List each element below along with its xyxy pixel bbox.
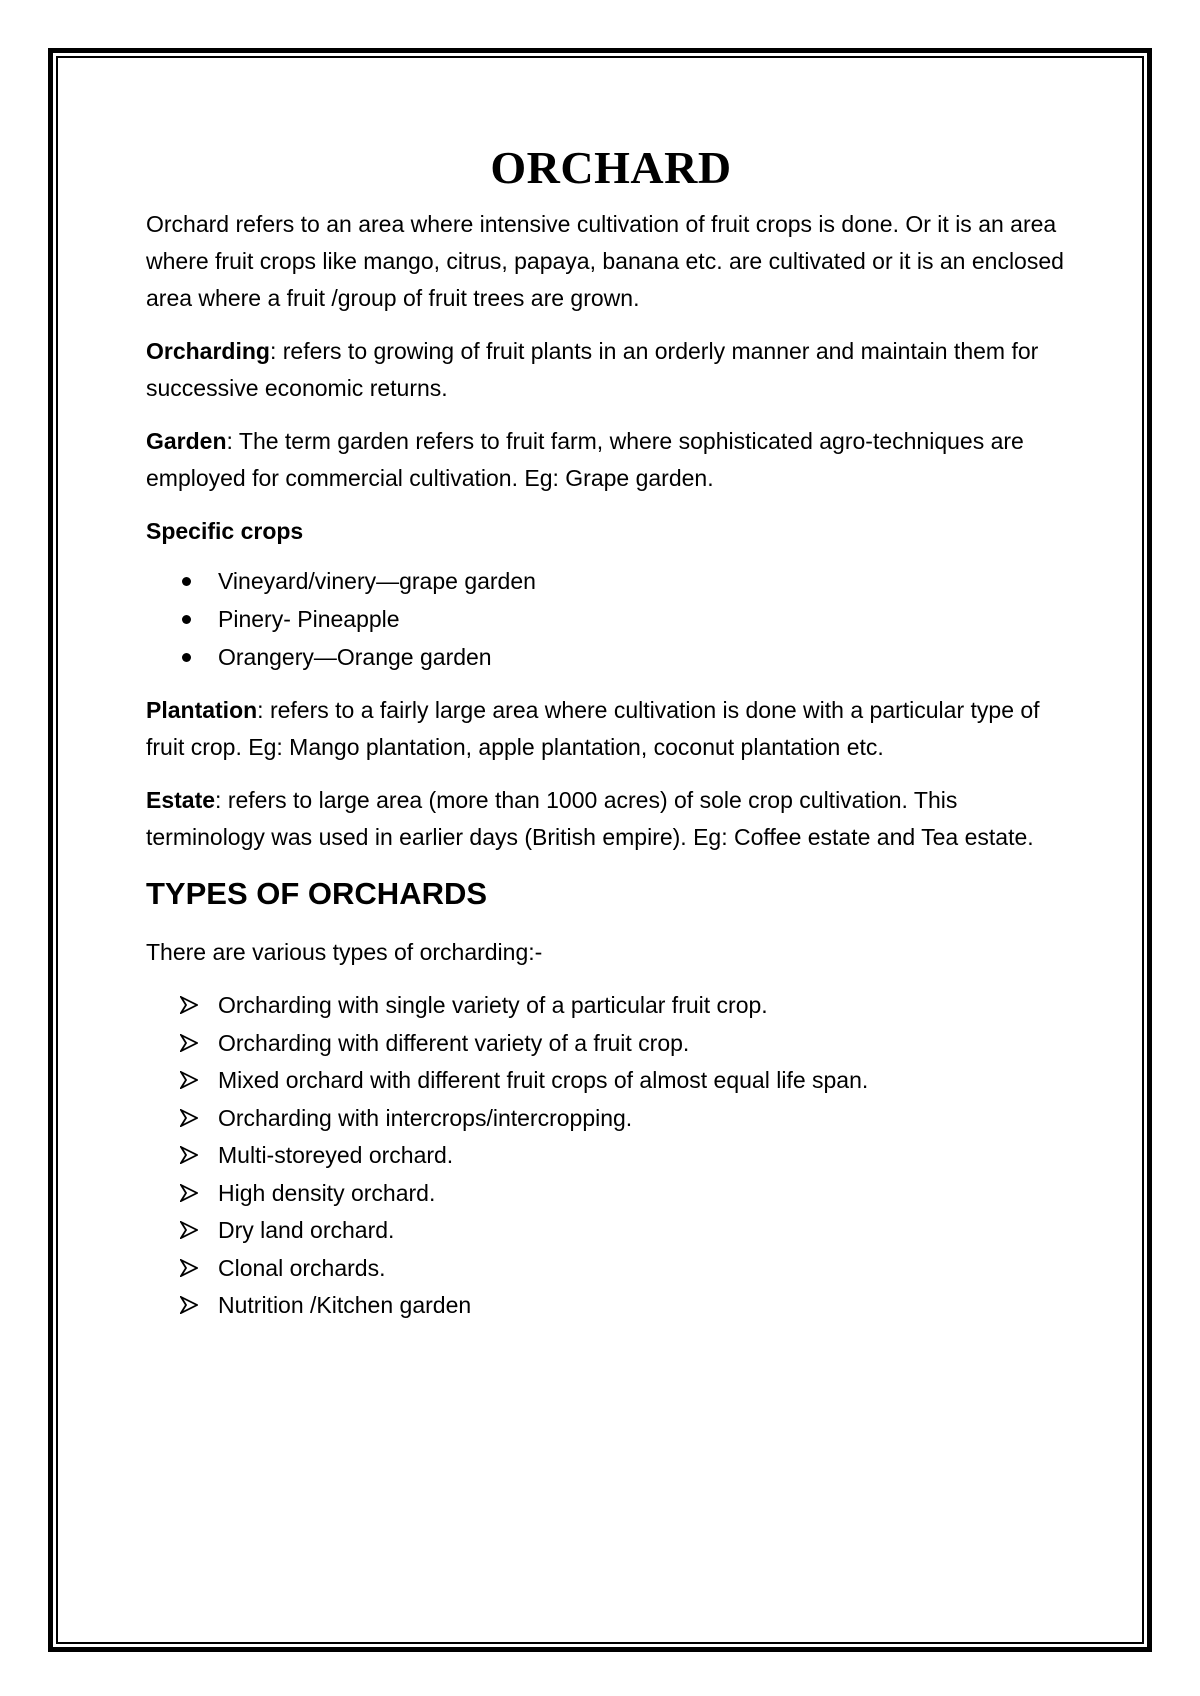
specific-crops-list [146, 562, 1076, 676]
list-item [146, 987, 1076, 1025]
arrow-bullet-icon [180, 996, 198, 1014]
list-item [146, 1100, 1076, 1138]
page-title: ORCHARD [490, 142, 732, 193]
list-item-text: Orangery—Orange garden [218, 644, 492, 670]
garden-term: Garden [146, 428, 227, 454]
list-item-text: Orcharding with single variety of a particular fruit crop. [218, 992, 768, 1018]
list-item-text: High density orchard. [218, 1179, 436, 1206]
types-intro: There are various types of orcharding:- [146, 939, 543, 965]
plantation-text: : refers to a fairly large area where cultivation is done with a particular type of fruit crop. Eg: Mango plantation, apple plantation, coconut plantation etc. [146, 697, 1040, 760]
list-item-text: Vineyard/vinery—grape garden [218, 568, 536, 594]
bullet-icon [182, 653, 191, 662]
arrow-bullet-icon [180, 1221, 198, 1239]
plantation-term: Plantation [146, 697, 258, 723]
list-item [146, 1175, 1076, 1213]
list-item [146, 1287, 1076, 1325]
garden-text: : The term garden refers to fruit farm, where sophisticated agro-techniques are employed for commercial cultivation. Eg: Grape garden. [146, 428, 1024, 491]
arrow-bullet-icon [180, 1146, 198, 1164]
list-item [146, 638, 1076, 676]
specific-crops-heading: Specific crops [146, 518, 304, 544]
list-item [146, 1025, 1076, 1063]
types-list [146, 987, 1076, 1325]
list-item-text: Mixed orchard with different fruit crops of almost equal life span. [218, 1067, 869, 1093]
bullet-icon [182, 577, 191, 586]
list-item-text: Clonal orchards. [218, 1254, 386, 1281]
intro-paragraph: Orchard refers to an area where intensive cultivation of fruit crops is done. Or it is an area where fruit crops like mango, citrus, papaya, banana etc. are cultivated or it is an enclosed area where a fruit /group of fruit trees are grown. [146, 211, 1064, 311]
list-item [146, 1137, 1076, 1175]
list-item [146, 1250, 1076, 1288]
estate-text: : refers to large area (more than 1000 acres) of sole crop cultivation. This terminology was used in earlier days (British empire). Eg: Coffee estate and Tea estate. [146, 787, 1034, 850]
orcharding-term: Orcharding [146, 338, 270, 364]
estate-term: Estate [146, 787, 216, 813]
orcharding-text: : refers to growing of fruit plants in an orderly manner and maintain them for successive economic returns. [146, 338, 1039, 401]
list-item-text: Dry land orchard. [218, 1217, 395, 1243]
list-item-text: Multi-storeyed orchard. [218, 1142, 454, 1168]
list-item-text: Pinery- Pineapple [218, 606, 400, 632]
list-item [146, 600, 1076, 638]
arrow-bullet-icon [180, 1259, 198, 1277]
garden-definition [146, 423, 1076, 497]
list-item [146, 1212, 1076, 1250]
arrow-bullet-icon [180, 1034, 198, 1052]
arrow-bullet-icon [180, 1071, 198, 1089]
plantation-definition [146, 692, 1076, 766]
list-item [146, 562, 1076, 600]
document-body [146, 140, 1076, 1325]
bullet-icon [182, 615, 191, 624]
arrow-bullet-icon [180, 1109, 198, 1127]
list-item-text: Orcharding with different variety of a fruit crop. [218, 1029, 690, 1056]
list-item-text: Nutrition /Kitchen garden [218, 1292, 472, 1318]
arrow-bullet-icon [180, 1296, 198, 1314]
list-item-text: Orcharding with intercrops/intercropping. [218, 1104, 633, 1131]
arrow-bullet-icon [180, 1184, 198, 1202]
list-item [146, 1062, 1076, 1100]
estate-definition [146, 782, 1076, 856]
orcharding-definition [146, 333, 1076, 407]
types-heading: TYPES OF ORCHARDS [146, 876, 488, 911]
